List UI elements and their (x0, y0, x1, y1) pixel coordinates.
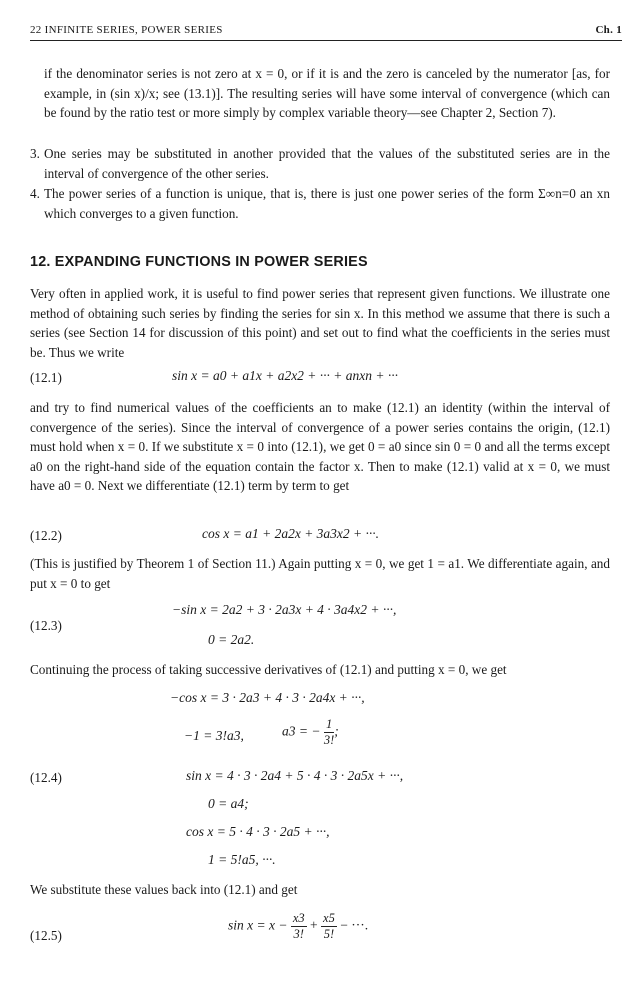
ellipsis-tail: − ···. (340, 917, 369, 933)
fraction-x5-over-5-factorial (321, 911, 337, 942)
equation-12-4-line-4: 0 = a4; (208, 796, 249, 811)
header-left: 22 INFINITE SERIES, POWER SERIES (30, 24, 223, 36)
equation-12-4-line-2a: −1 = 3!a3, (184, 728, 244, 743)
equation-number-12-1: (12.1) (30, 370, 62, 385)
equation-12-3-line-2: 0 = 2a2. (208, 632, 255, 647)
fraction-x3-over-3-factorial (291, 911, 307, 942)
header-chapter: Ch. 1 (595, 24, 622, 36)
equation-12-4-line-3: sin x = 4 · 3 · 2a4 + 5 · 4 · 3 · 2a5x + ···, (186, 768, 404, 783)
fraction-numerator: 1 (324, 717, 334, 733)
fraction-numerator: x3 (292, 911, 305, 925)
equation-number-12-5: (12.5) (30, 928, 62, 943)
paragraph-5: We substitute these values back into (12.1) and get (30, 882, 298, 897)
paragraph-2: and try to find numerical values of the coefficients an to make (12.1) an identity (within the interval of convergence of the series). Since the interval of convergence of a power series contains the origin, (12.1) must hold when x = 0. If we substitute x = 0 into (12.1), we get 0 = a0 since sin 0 = 0 and all the terms except a0 on the right-hand side of the equation contain the factor x. Then to make (12.1) valid at x = 0, we must have a0 = 0. Next we differentiate (12.1) term by term to get (30, 400, 610, 493)
plus-sign: + (310, 917, 318, 933)
sin-lhs: sin x = x − (228, 917, 288, 933)
equation-12-4-line-6: 1 = 5!a5, ···. (208, 852, 276, 867)
fraction-numerator: x5 (323, 911, 335, 925)
equation-number-12-3: (12.3) (30, 618, 62, 633)
paragraph-3: (This is justified by Theorem 1 of Section 11.) Again putting x = 0, we get 1 = a1. We differentiate again, and put x = 0 to get (30, 556, 610, 591)
equation-12-5 (228, 911, 368, 942)
equation-12-4-line-2b (282, 717, 339, 748)
fraction-one-over-3-factorial (324, 717, 334, 748)
semicolon: ; (334, 723, 339, 739)
equation-12-4-line-5: cos x = 5 · 4 · 3 · 2a5 + ···, (186, 824, 330, 839)
a3-lhs: a3 = − (282, 723, 321, 739)
equation-number-12-2: (12.2) (30, 528, 62, 543)
equation-12-3-line-1: −sin x = 2a2 + 3 · 2a3x + 4 · 3a4x2 + ···, (172, 602, 397, 617)
section-title: 12. EXPANDING FUNCTIONS IN POWER SERIES (30, 254, 368, 270)
equation-number-12-4: (12.4) (30, 770, 62, 785)
equation-12-2: cos x = a1 + 2a2x + 3a3x2 + ···. (202, 526, 380, 541)
list-item-4-text: The power series of a function is unique, that is, there is just one power series of the form Σ∞n=0 an xn which converges to a given function. (44, 186, 610, 221)
fraction-denominator: 3! (293, 927, 304, 941)
fraction-denominator: 5! (323, 927, 335, 941)
fraction-denominator: 3! (323, 733, 335, 747)
paragraph-4: Continuing the process of taking successive derivatives of (12.1) and putting x = 0, we get (30, 662, 507, 677)
list-item-3-text: One series may be substituted in another provided that the values of the substituted series are in the interval of convergence of the other series. (44, 146, 610, 181)
equation-12-4-line-1: −cos x = 3 · 2a3 + 4 · 3 · 2a4x + ···, (170, 690, 365, 705)
running-header (30, 24, 622, 41)
list-item-3-number: 3. (30, 146, 40, 161)
paragraph-1: Very often in applied work, it is useful to find power series that represent given functions. We illustrate one method of obtaining such series by finding the series for sin x. In this method we assume that there is such a series (see Section 14 for discussion of this point) and set out to find what the coefficients in the series must be. Thus we write (30, 286, 610, 360)
list-item-4-number: 4. (30, 186, 40, 201)
intro-paragraph: if the denominator series is not zero at x = 0, or if it is and the zero is canceled by the numerator [as, for example, in (sin x)/x; see (13.1)]. The resulting series will have some interval of convergence (which can be found by the ratio test or more simply by complex variable theory—see Chapter 2, Section 7). (44, 66, 610, 120)
equation-12-1: sin x = a0 + a1x + a2x2 + ··· + anxn + ··· (172, 368, 399, 383)
